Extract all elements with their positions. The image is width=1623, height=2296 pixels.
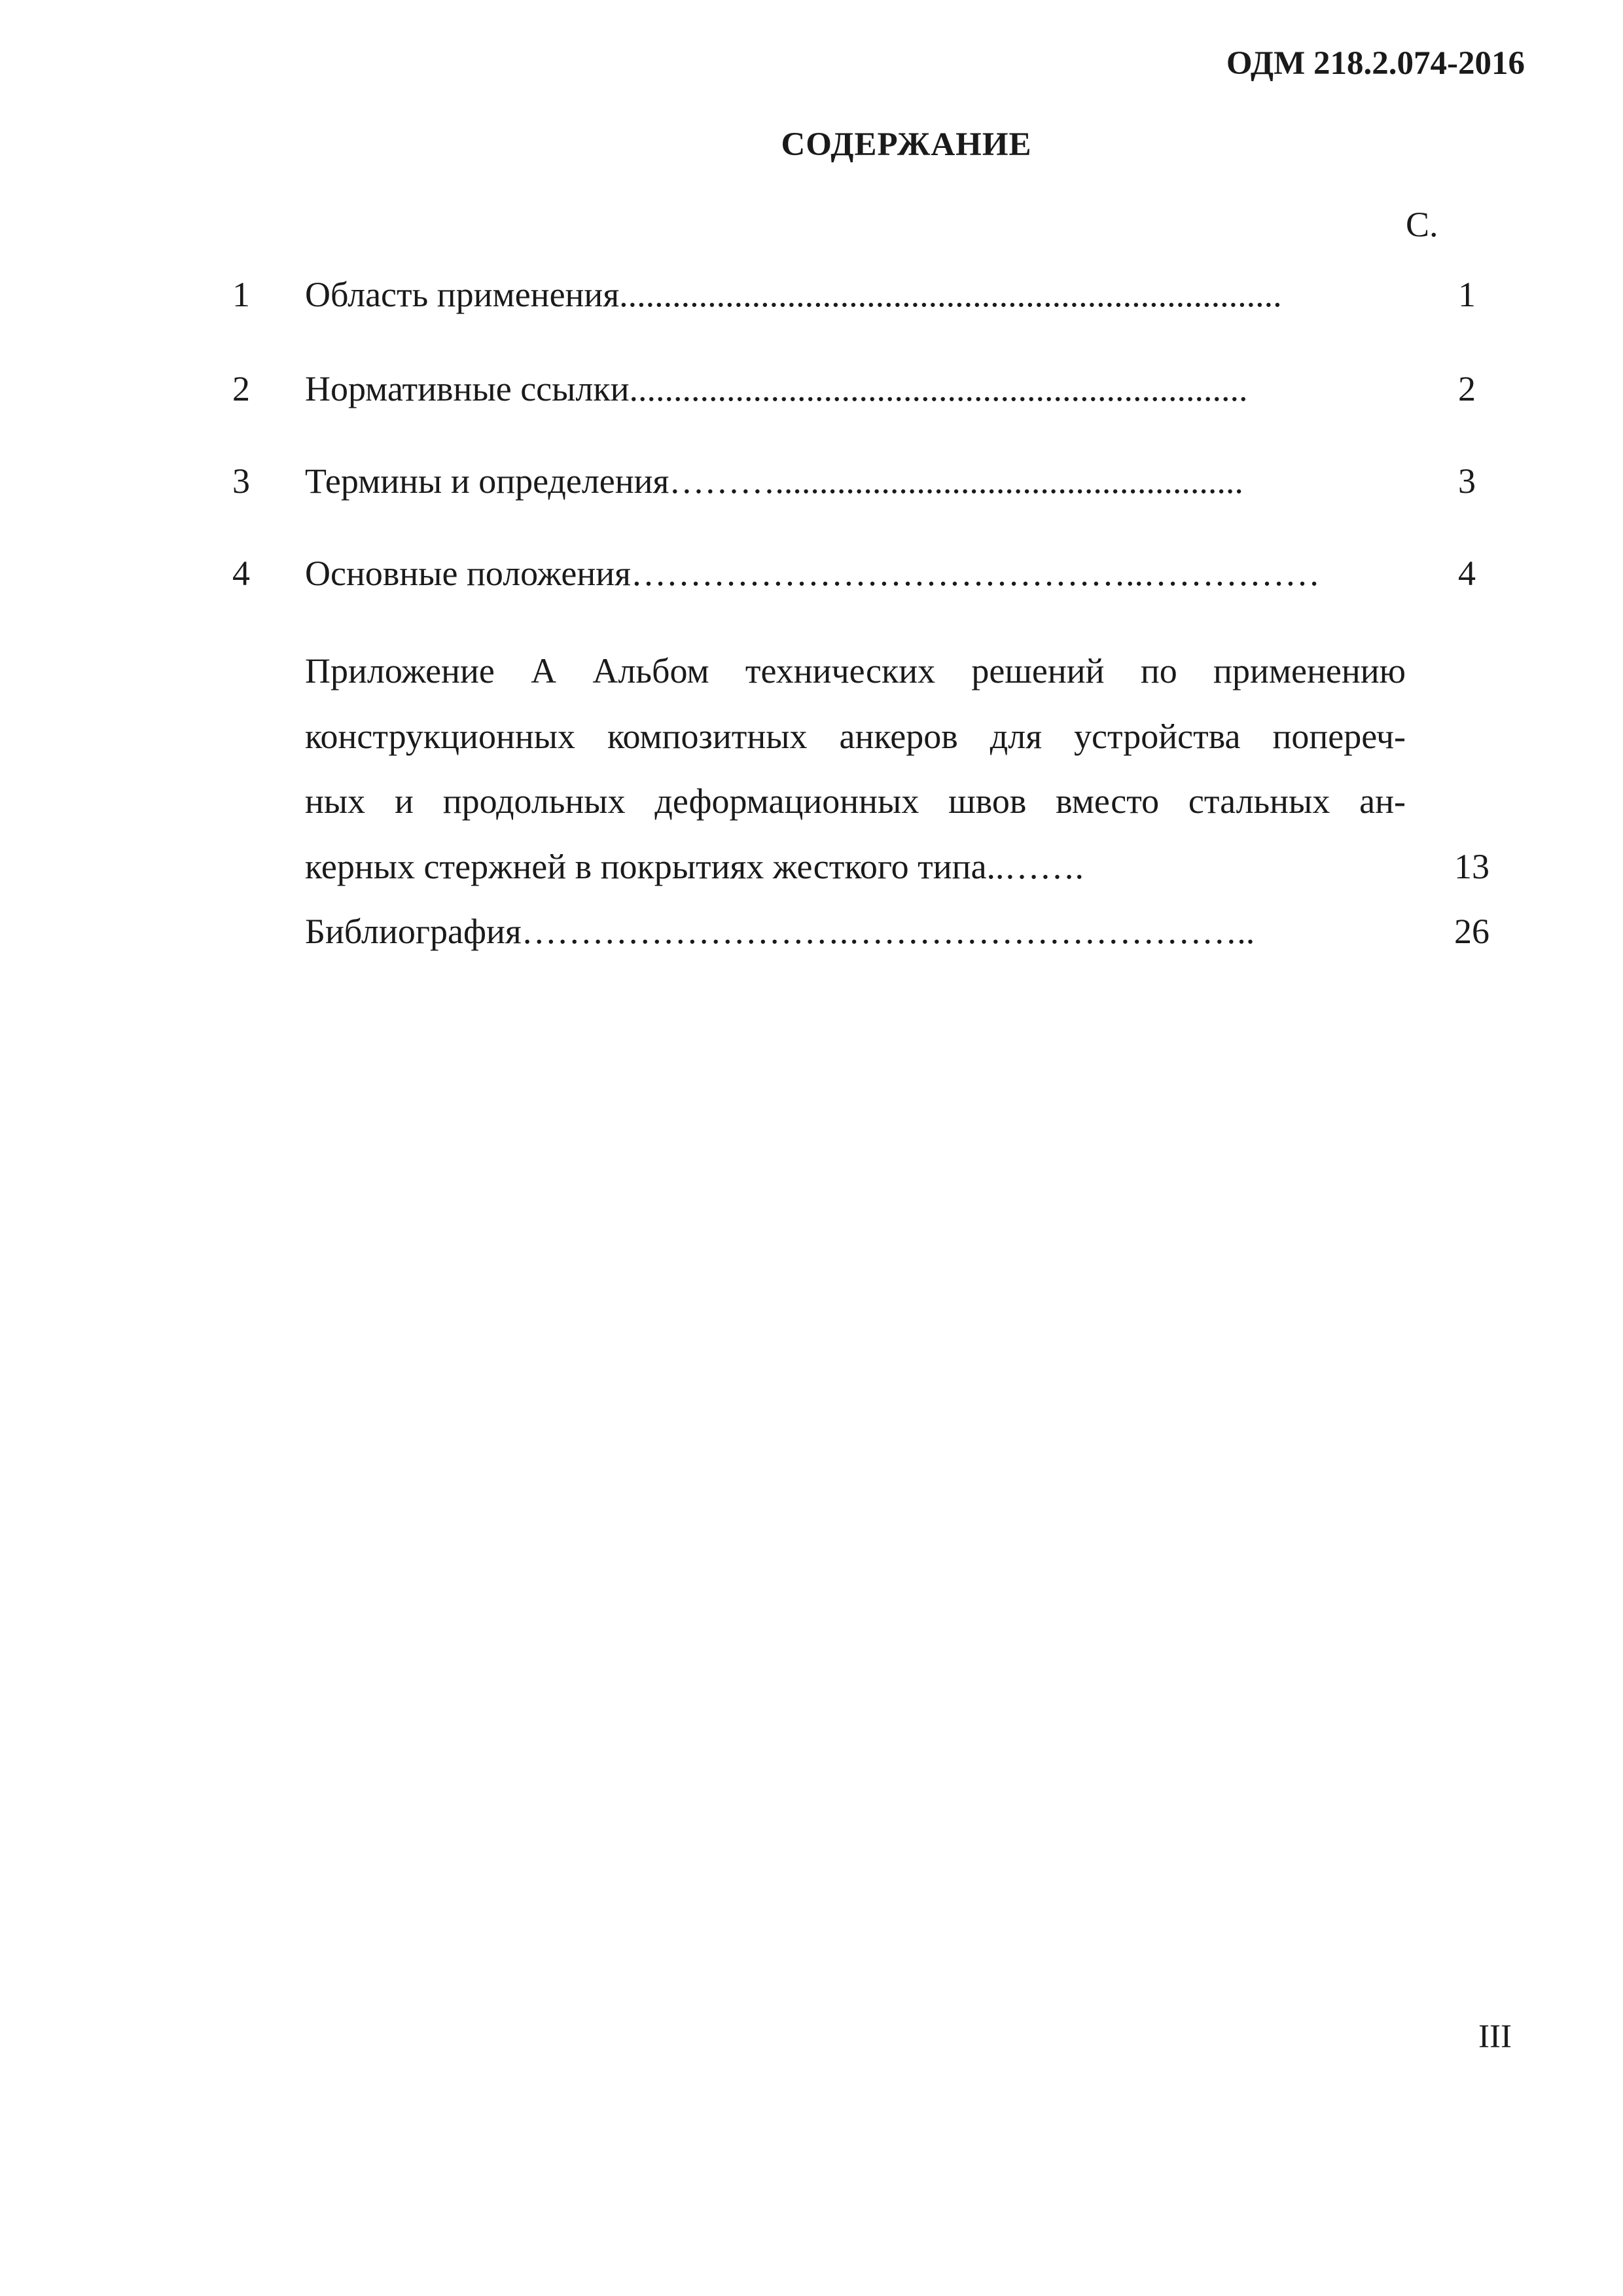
- toc-entry-number: 2: [232, 369, 250, 408]
- toc-entry-page: 1: [1458, 275, 1476, 314]
- toc-appendix-entry[interactable]: [305, 639, 1406, 899]
- appendix-title-line: Приложение А Альбом технических решений по применению: [305, 651, 1406, 691]
- toc-entry-title: Область применения...........................................................................: [305, 275, 1282, 314]
- page-number: III: [1478, 2018, 1512, 2055]
- toc-entry-title: Основные положения……………………………………..……………: [305, 554, 1320, 593]
- document-code: ОДМ 218.2.074-2016: [1226, 45, 1525, 82]
- toc-entry-page: 4: [1458, 554, 1476, 593]
- toc-entry[interactable]: [0, 458, 1623, 504]
- toc-entry[interactable]: [0, 550, 1623, 596]
- toc-entry-number: 4: [232, 554, 250, 593]
- page-column-label: С.: [1406, 205, 1438, 244]
- appendix-title-line: ных и продольных деформационных швов вместо стальных ан-: [305, 781, 1406, 821]
- toc-entry[interactable]: [0, 366, 1623, 412]
- page-title: СОДЕРЖАНИЕ: [781, 126, 1032, 163]
- toc-entry[interactable]: [0, 272, 1623, 317]
- appendix-title-line: конструкционных композитных анкеров для устройства попереч-: [305, 716, 1406, 756]
- appendix-title-line: керных стержней в покрытиях жесткого типа..…….: [305, 846, 1084, 886]
- toc-entry-title: Нормативные ссылки......................................................................: [305, 369, 1248, 408]
- toc-entry-title: Термины и определения……….....................................................: [305, 461, 1243, 501]
- toc-bibliography-title[interactable]: Библиография……………………….……………………………..: [305, 912, 1255, 951]
- toc-bibliography-page: 26: [1454, 912, 1489, 951]
- toc-entry-page: 2: [1458, 369, 1476, 408]
- toc-entry-number: 3: [232, 461, 250, 501]
- toc-appendix-page: 13: [1454, 847, 1489, 886]
- toc-entry-number: 1: [232, 275, 250, 314]
- toc-entry-page: 3: [1458, 461, 1476, 501]
